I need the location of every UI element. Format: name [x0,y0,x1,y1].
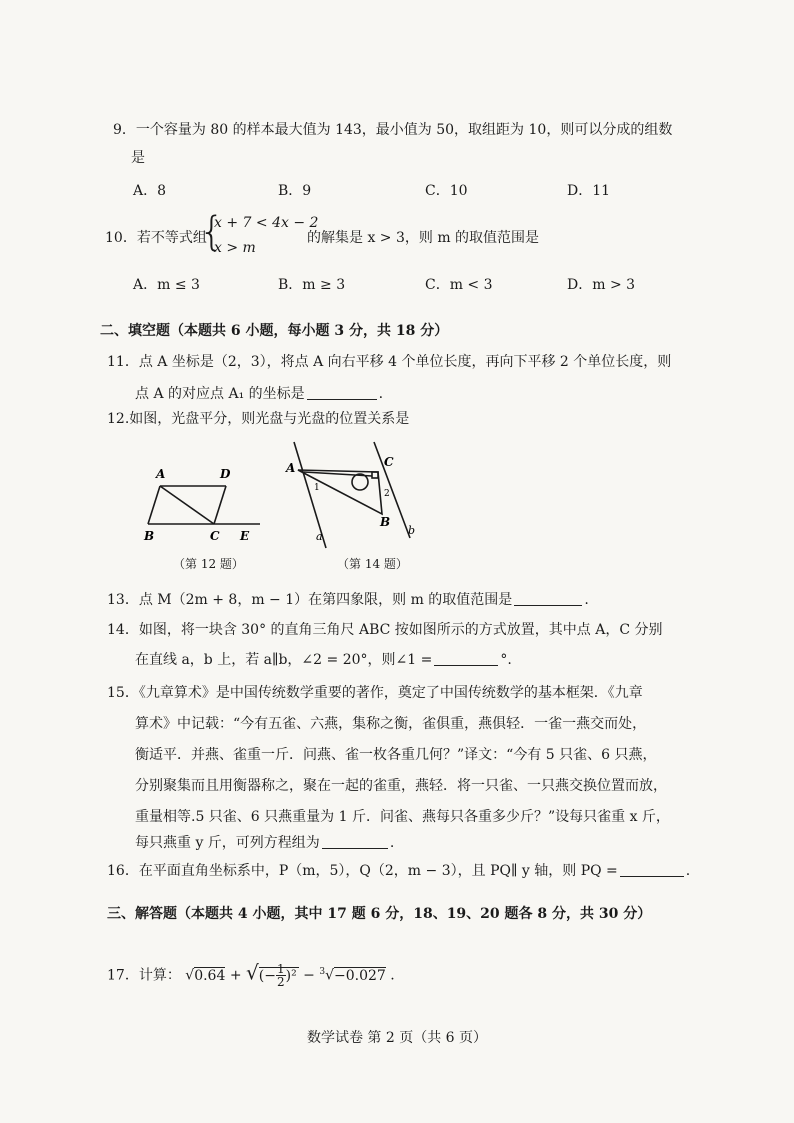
q17-line [107,954,395,990]
fig14-label-line-b: b [408,524,416,537]
q9-option-b: B．9 [278,183,312,199]
fig14-label-b-point: B [380,515,391,529]
q10-option-d: D．m > 3 [567,277,636,293]
fig14-label-line-a: a [316,530,323,543]
fig14-label-c: C [384,455,394,469]
fig12-diagonal-ac [160,486,214,524]
q9-option-c: C．10 [425,183,468,199]
q13-answer-blank[interactable] [514,591,582,606]
q16-answer-blank[interactable] [620,862,684,877]
fig14-caption: （第 14 题） [337,557,408,571]
q15-line4: 分别聚集而且用衡器称之，聚在一起的雀重，燕轻．将一只雀、一只燕交换位置而放， [135,778,667,794]
q17-plus: + [229,967,242,984]
q14-line2-text: 在直线 a，b 上，若 a∥b，∠2 = 20°，则∠1 = [135,652,433,668]
figure-12 [140,462,270,544]
page-footer: 数学试卷 第 2 页（共 6 页） [306,1030,488,1046]
q15-line5: 重量相等.5 只雀、6 只燕重量为 1 斤．问雀、燕每只各重多少斤？”设每只雀重 x 斤， [135,809,670,825]
q10-option-c: C．m < 3 [425,277,493,293]
section2-heading: 二、填空题（本题共 6 小题，每小题 3 分，共 18 分） [100,323,449,339]
q15-line3: 衡适平．并燕、雀重一斤．问燕、雀一枚各重几何？”译文：“今有 5 只雀、6 只燕， [135,747,657,763]
q17-inner-close: )² [285,967,297,984]
fig14-label-a: A [286,461,296,475]
q10-suffix: 的解集是 x > 3，则 m 的取值范围是 [307,230,540,246]
q17-minus: − [303,967,315,984]
q15-line6 [135,833,394,853]
q15-last-text: 每只燕重 y 斤，可列方程组为 [135,835,320,851]
q14-degree-end: °. [500,652,512,668]
q16-line [107,861,690,881]
fig12-segment-ab [148,486,160,524]
q16-period: . [685,863,691,879]
q15-period: . [389,835,395,851]
fig12-label-a: A [156,467,166,481]
q10-option-a: A．m ≤ 3 [133,277,200,293]
q11-period: . [378,386,384,402]
q13-line [107,590,589,610]
q17-sqrt1-radicand: 0.64 [194,967,226,984]
q9-stem-line2: 是 [131,150,145,166]
q13-text: 13．点 M（2m + 8，m − 1）在第四象限，则 m 的取值范围是 [107,592,513,608]
fig14-angle-1-label: 1 [314,483,320,493]
fig14-right-angle-mark [372,472,378,478]
fig12-segment-dc [214,486,226,524]
q9-option-d: D．11 [567,183,611,199]
sqrt-sign-large: √ [246,960,259,985]
section3-heading: 三、解答题（本题共 4 小题，其中 17 题 6 分，18、19、20 题各 8 分，共 30 分） [107,906,652,922]
fig12-caption: （第 12 题） [173,557,244,571]
q12-line1: 12.如图，光盘平分，则光盘与光盘的位置关系是 [107,411,410,427]
q17-fraction [276,963,286,988]
q17-cbrt-radicand: −0.027 [333,967,386,984]
cbrt-sign: √ [325,967,334,984]
fig12-label-e: E [240,529,250,543]
q17-sqrt2-radicand [258,962,299,990]
q14-line1: 14．如图，将一块含 30° 的直角三角尺 ABC 按如图所示的方式放置，其中点 A，C 分别 [107,622,663,638]
q9-option-a: A．8 [133,183,167,199]
q11-answer-blank[interactable] [307,385,377,400]
fig12-label-d: D [220,467,231,481]
fig12-label-b: B [144,529,155,543]
q17-prefix: 17．计算： [107,967,181,984]
sqrt-sign: √ [185,967,195,984]
q10-inequality-2: x > m [214,240,256,256]
q10-prefix: 10．若不等式组 [105,230,207,246]
q17-period: . [390,967,395,984]
q15-line1: 15．《九章算术》是中国传统数学重要的著作，奠定了中国传统数学的基本框架．《九章 [107,685,643,701]
q11-line2 [135,384,383,404]
q14-line2 [135,650,512,670]
q17-frac-numerator: 1 [276,962,285,977]
q10-inequality-1: x + 7 < 4x − 2 [214,215,319,231]
q16-text: 16．在平面直角坐标系中，P（m，5），Q（2，m − 3），且 PQ∥ y 轴，则 PQ = [107,863,618,879]
q10-option-b: B．m ≥ 3 [278,277,346,293]
q15-line2: 算术》中记载：“今有五雀、六燕，集称之衡，雀俱重，燕俱轻．一雀一燕交而处， [135,716,647,732]
figure-14 [282,438,422,550]
q11-line1: 11．点 A 坐标是（2，3），将点 A 向右平移 4 个单位长度，再向下平移 2 个单位长度，则 [107,354,672,370]
q17-frac-denominator: 2 [276,975,285,990]
q17-inner-open: (− [258,967,276,984]
q11-line2-text: 点 A 的对应点 A₁ 的坐标是 [135,386,305,402]
q13-period: . [584,592,589,608]
fig14-angle-2-label: 2 [384,489,390,499]
system-brace: { [199,209,225,255]
q9-stem-line1: 9．一个容量为 80 的样本最大值为 143，最小值为 50，取组距为 10，则可以分成的组数 [113,122,673,138]
q17-cbrt-index: 3 [319,967,326,977]
fig12-label-c: C [210,529,220,543]
q15-answer-blank[interactable] [322,834,388,849]
q14-answer-blank[interactable] [434,651,498,666]
